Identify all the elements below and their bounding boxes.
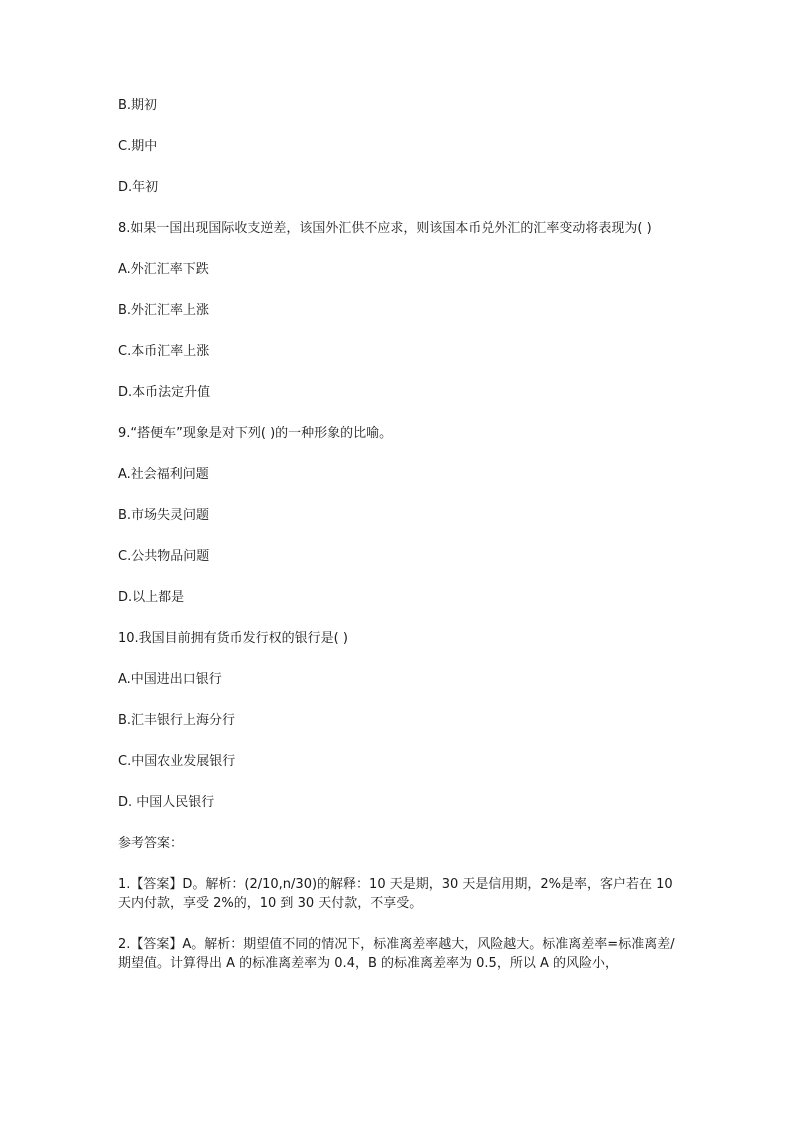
q8-option-b: B.外汇汇率上涨 [118,303,210,318]
answer-item-1: 1.【答案】D。解析：(2/10,n/30)的解释：10 天是期，30 天是信用期，2%是率，客户若在 10 天内付款，享受 2%的，10 到 30 天付款，不享受。 [118,877,673,911]
q8-option-c: C.本币汇率上涨 [118,344,210,359]
q9-option-b: B.市场失灵问题 [118,508,210,523]
q10-option-a: A.中国进出口银行 [118,672,222,687]
document-page [118,96,678,995]
q7-option-c: C.期中 [118,139,158,154]
q8-option-a: A.外汇汇率下跌 [118,262,209,277]
q10-option-d: D. 中国人民银行 [118,795,215,810]
q7-option-b: B.期初 [118,98,158,113]
q9-option-c: C.公共物品问题 [118,549,210,564]
q9-stem: 9.“搭便车”现象是对下列( )的一种形象的比喻。 [118,426,393,441]
q10-option-b: B.汇丰银行上海分行 [118,713,236,728]
q7-option-d: D.年初 [118,180,159,195]
q10-option-c: C.中国农业发展银行 [118,754,236,769]
answers-heading: 参考答案： [118,836,184,851]
q9-option-a: A.社会福利问题 [118,467,209,482]
q8-stem: 8.如果一国出现国际收支逆差，该国外汇供不应求，则该国本币兑外汇的汇率变动将表现为( ) [118,221,652,236]
q9-option-d: D.以上都是 [118,590,185,605]
q8-option-d: D.本币法定升值 [118,385,211,400]
q10-stem: 10.我国目前拥有货币发行权的银行是( ) [118,631,348,646]
answer-item-2: 2.【答案】A。解析：期望值不同的情况下，标准离差率越大，风险越大。标准离差率=标准离差/期望值。计算得出 A 的标准离差率为 0.4，B 的标准离差率为 0.5，所以 A 的风险小， [118,937,675,971]
